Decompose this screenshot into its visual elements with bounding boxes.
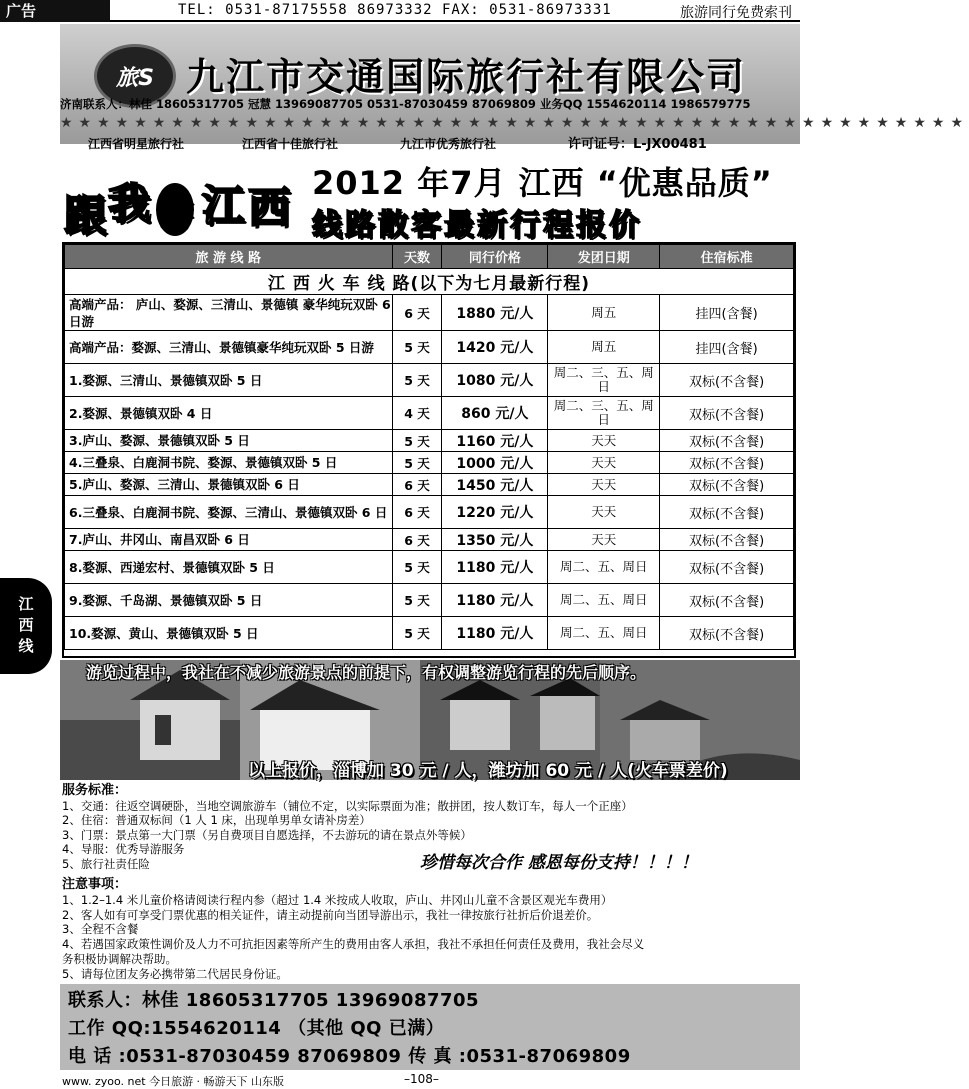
cell-days: 6 天 [392, 295, 442, 331]
cell-hotel: 双标(不含餐) [660, 529, 794, 551]
table-row [65, 364, 794, 397]
contact-phone: 电 话 :0531-87030459 87069809 传 真 :0531-87069809 [68, 1046, 631, 1067]
note-item: 3、全程不含餐 [62, 922, 139, 937]
slogan-art [60, 165, 310, 240]
footer [0, 1072, 800, 1088]
table-row [65, 474, 794, 496]
contact-person: 联系人：林佳 18605317705 13969087705 [68, 990, 480, 1011]
cell-days: 4 天 [392, 397, 442, 430]
cell-hotel: 双标(不含餐) [660, 474, 794, 496]
index-label: 旅游同行免费索刊 [680, 5, 792, 21]
cell-price: 1420 元/人 [442, 331, 548, 364]
note-item: 4、若遇国家政策性调价及人力不可抗拒因素等所产生的费用由客人承担，我社不承担任何责任及费用，我社会尽义 [62, 937, 645, 952]
cell-dates: 周五 [548, 295, 660, 331]
service-item: 5、旅行社责任险 [62, 856, 150, 871]
cell-route: 6.三叠泉、白鹿洞书院、婺源、三清山、景德镇双卧 6 日 [65, 496, 393, 529]
star-divider: ★★★★★★★★★★★★★★★★★★★★★★★★★★★★★★★★★★★★★★★★★★★★★★★★★ [60, 115, 969, 131]
cell-dates: 周二、五、周日 [548, 584, 660, 617]
table-row [65, 584, 794, 617]
cell-route: 1.婺源、三清山、景德镇双卧 5 日 [65, 364, 393, 397]
service-item: 4、导服：优秀导游服务 [62, 842, 185, 856]
slogan-char: 我 [108, 179, 151, 228]
cell-dates: 天天 [548, 496, 660, 529]
company-name: 九江市交通国际旅行社有限公司 [186, 55, 747, 99]
side-tab-label: 江西线 [18, 595, 34, 655]
cell-route: 5.庐山、婺源、三清山、景德镇双卧 6 日 [65, 474, 393, 496]
section-title: 江 西 火 车 线 路(以下为七月最新行程) [65, 269, 794, 295]
cell-price: 1080 元/人 [442, 364, 548, 397]
table-row [65, 331, 794, 364]
cell-price: 1160 元/人 [442, 430, 548, 452]
cell-route: 3.庐山、婺源、景德镇双卧 5 日 [65, 430, 393, 452]
cell-price: 1180 元/人 [442, 584, 548, 617]
cell-dates: 周二、三、五、周日 [548, 364, 660, 397]
table-row [65, 496, 794, 529]
cell-dates: 周二、五、周日 [548, 617, 660, 650]
note-item: 5、请每位团友务必携带第二代居民身份证。 [62, 966, 288, 981]
thanks-slogan: 珍惜每次合作 感恩每份支持！！！！ [420, 853, 698, 873]
service-item: 1、交通：往返空调硬卧，当地空调旅游车（铺位不定，以实际票面为准；散拼团，按人数订车，每人一个正座） [62, 798, 633, 813]
contact-qq: 工作 QQ:1554620114 （其他 QQ 已满） [68, 1018, 445, 1039]
honor-3: 九江市优秀旅行社 [400, 137, 497, 151]
price-table [62, 242, 796, 658]
header-price: 同行价格 [442, 245, 548, 269]
cell-days: 5 天 [392, 617, 442, 650]
cell-route: 高端产品：婺源、三清山、景德镇豪华纯玩双卧 5 日游 [65, 331, 393, 364]
cell-hotel: 双标(不含餐) [660, 430, 794, 452]
cell-route: 8.婺源、西递宏村、景德镇双卧 5 日 [65, 551, 393, 584]
table-row [65, 452, 794, 474]
cell-route: 4.三叠泉、白鹿洞书院、婺源、景德镇双卧 5 日 [65, 452, 393, 474]
note-item: 务积极协调解决帮助。 [62, 951, 177, 966]
cell-days: 5 天 [392, 331, 442, 364]
itinerary-notice: 游览过程中，我社在不减少旅游景点的前提下，有权调整游览行程的先后顺序。 [86, 663, 647, 682]
cell-dates: 周二、三、五、周日 [548, 397, 660, 430]
title-line-1: 2012 年7月 江西 “优惠品质” [312, 164, 773, 202]
cell-hotel: 挂四(含餐) [660, 295, 794, 331]
cell-dates: 周二、五、周日 [548, 551, 660, 584]
honor-2: 江西省十佳旅行社 [242, 137, 339, 151]
cell-days: 5 天 [392, 430, 442, 452]
cell-route: 9.婺源、千岛湖、景德镇双卧 5 日 [65, 584, 393, 617]
note-item: 2、客人如有可享受门票优惠的相关证件，请主动提前向当团导游出示，我社一律按旅行社折后价退差价。 [62, 907, 599, 922]
side-tab [0, 578, 52, 674]
license-number: 许可证号：L-JX00481 [568, 137, 707, 152]
cell-hotel: 双标(不含餐) [660, 397, 794, 430]
cell-days: 5 天 [392, 452, 442, 474]
cell-dates: 天天 [548, 529, 660, 551]
cell-days: 6 天 [392, 496, 442, 529]
cell-price: 1220 元/人 [442, 496, 548, 529]
cell-dates: 天天 [548, 452, 660, 474]
cell-days: 6 天 [392, 529, 442, 551]
page-number: –108– [404, 1072, 439, 1086]
cell-price: 860 元/人 [442, 397, 548, 430]
cell-days: 5 天 [392, 584, 442, 617]
notes-title: 注意事项： [62, 877, 128, 892]
cell-price: 1450 元/人 [442, 474, 548, 496]
cell-dates: 天天 [548, 430, 660, 452]
cell-dates: 周五 [548, 331, 660, 364]
header-route: 旅 游 线 路 [65, 245, 393, 269]
table-row [65, 295, 794, 331]
contact-box [60, 984, 800, 1070]
cell-hotel: 挂四(含餐) [660, 331, 794, 364]
service-title: 服务标准： [62, 783, 128, 798]
cell-hotel: 双标(不含餐) [660, 551, 794, 584]
cell-dates: 天天 [548, 474, 660, 496]
title-line-2: 线路散客最新行程报价 [312, 208, 642, 243]
cell-price: 1180 元/人 [442, 617, 548, 650]
cell-route: 2.婺源、景德镇双卧 4 日 [65, 397, 393, 430]
slogan-char: 跟 [64, 191, 107, 240]
tel-fax: TEL: 0531-87175558 86973332 FAX: 0531-86973331 [178, 2, 612, 18]
cell-days: 6 天 [392, 474, 442, 496]
ad-label: 广告 [0, 0, 110, 22]
notes-section [62, 878, 800, 982]
table-row [65, 617, 794, 650]
cell-hotel: 双标(不含餐) [660, 584, 794, 617]
cell-route: 10.婺源、黄山、景德镇双卧 5 日 [65, 617, 393, 650]
table-row [65, 529, 794, 551]
slogan-char: 游 [156, 183, 194, 236]
footer-site: www. zyoo. net 今日旅游 · 畅游天下 山东版 [62, 1075, 285, 1088]
cell-route: 7.庐山、井冈山、南昌双卧 6 日 [65, 529, 393, 551]
cell-days: 5 天 [392, 364, 442, 397]
slogan-char: 江 [202, 181, 245, 230]
cell-hotel: 双标(不含餐) [660, 617, 794, 650]
cell-hotel: 双标(不含餐) [660, 496, 794, 529]
service-item: 3、门票：景点第一大门票（另自费项目自愿选择，不去游玩的请在景点外等候） [62, 827, 472, 842]
honor-1: 江西省明星旅行社 [88, 137, 185, 151]
slogan-char: 西 [248, 183, 291, 232]
table-row [65, 430, 794, 452]
cell-hotel: 双标(不含餐) [660, 452, 794, 474]
price-surcharge-note: 以上报价，淄博加 30 元 / 人，潍坊加 60 元 / 人(火车票差价) [248, 761, 728, 781]
header-hotel: 住宿标准 [660, 245, 794, 269]
table-row [65, 551, 794, 584]
contact-line: 济南联系人：林佳 18605317705 冠慧 13969087705 0531-87030459 87069809 业务QQ 1554620114 1986579775 [60, 97, 751, 111]
cell-days: 5 天 [392, 551, 442, 584]
note-item: 1、1.2–1.4 米儿童价格请阅读行程内参（超过 1.4 米按成人收取，庐山、井冈山儿童不含景区观光车费用） [62, 892, 613, 907]
cell-route: 高端产品： 庐山、婺源、三清山、景德镇 豪华纯玩双卧 6 日游 [65, 295, 393, 331]
cell-price: 1350 元/人 [442, 529, 548, 551]
header-dates: 发团日期 [548, 245, 660, 269]
top-bar [0, 0, 800, 22]
service-item: 2、住宿：普通双标间（1 人 1 床，出现单男单女请补房差） [62, 813, 371, 827]
cell-price: 1000 元/人 [442, 452, 548, 474]
company-logo: 旅S [94, 44, 176, 108]
cell-hotel: 双标(不含餐) [660, 364, 794, 397]
header-days: 天数 [392, 245, 442, 269]
cell-price: 1180 元/人 [442, 551, 548, 584]
cell-price: 1880 元/人 [442, 295, 548, 331]
table-row [65, 397, 794, 430]
